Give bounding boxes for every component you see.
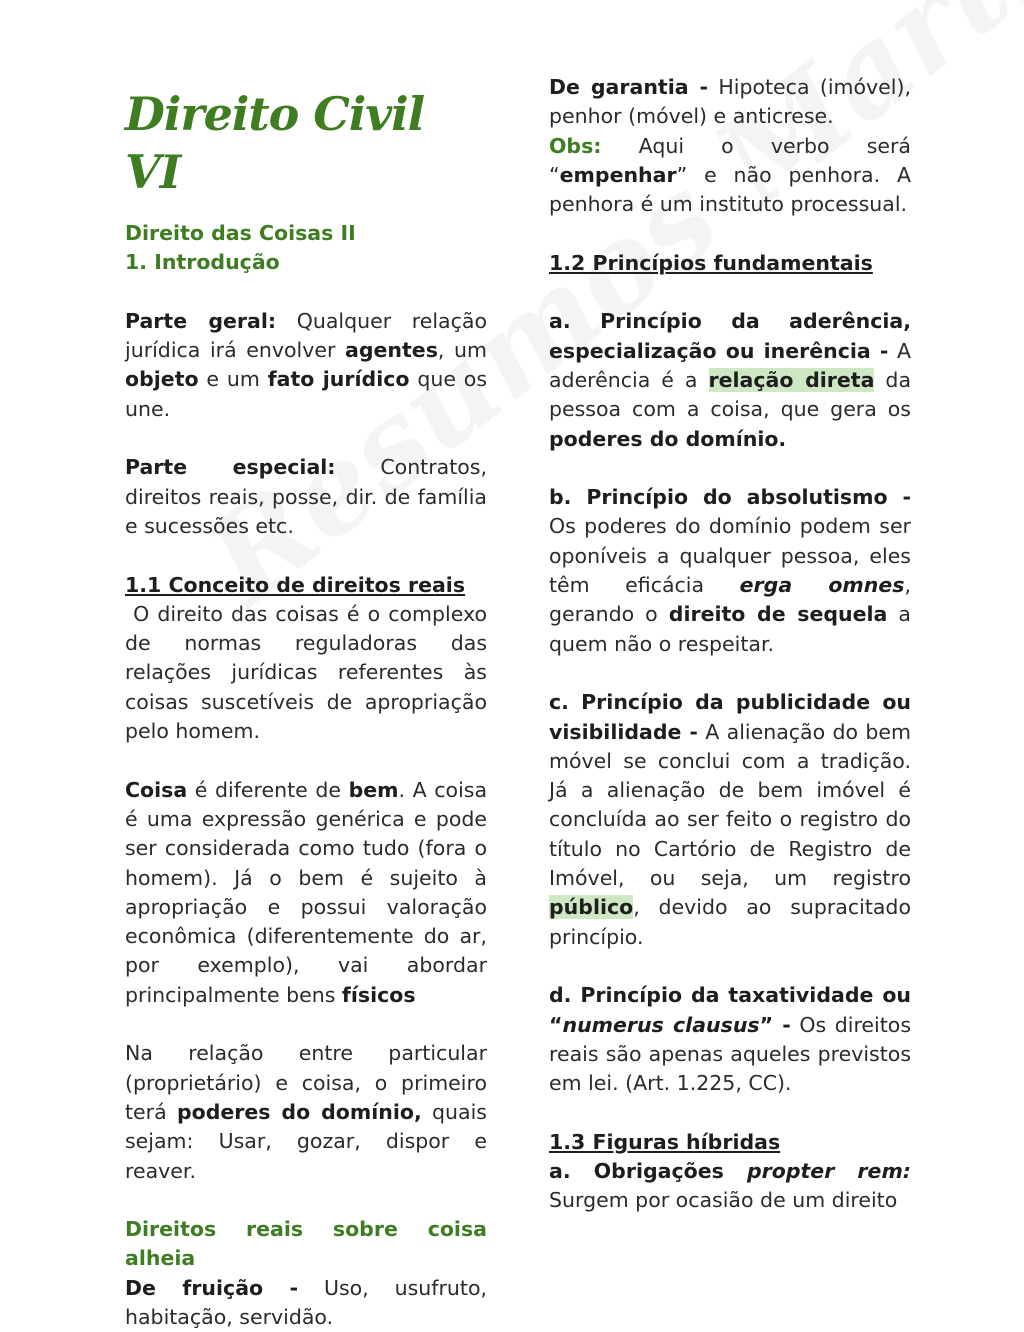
- heading-figuras-hibridas: 1.3 Figuras híbridas: [549, 1129, 781, 1154]
- section-introducao: 1. Introdução: [125, 250, 280, 275]
- page-title: Direito Civil VI: [125, 87, 425, 199]
- text: , um: [437, 338, 487, 363]
- italic-erga-omnes: erga omnes: [739, 573, 905, 598]
- text: Na relação entre particular (proprietário) e coisa, o primeiro terá: [125, 1041, 487, 1124]
- obs-label: Obs:: [549, 133, 602, 158]
- heading-coisa-alheia: Direitos reais sobre coisa alheia: [125, 1217, 487, 1271]
- bold-poderes-dominio: poderes do domínio.: [549, 426, 787, 451]
- text: , devido ao supracitado princípio.: [549, 895, 911, 949]
- propter-rem-label: a. Obrigações: [549, 1158, 747, 1183]
- heading-principios: 1.2 Princípios fundamentais: [549, 250, 873, 275]
- subtitle: Direito das Coisas II: [125, 221, 356, 245]
- text: Os direitos reais são apenas aqueles previstos em lei. (Art. 1.225, CC).: [549, 1012, 912, 1096]
- text: Qualquer relação jurídica irá envolver: [125, 308, 487, 363]
- text: Aqui o verbo será “: [549, 133, 911, 187]
- bold-poderes: poderes do domínio,: [176, 1099, 422, 1124]
- principio-d: [549, 981, 911, 1098]
- principio-b-label: b. Princípio do absolutismo -: [549, 485, 911, 510]
- principio-d-label-end: ” -: [759, 1012, 791, 1037]
- principio-b: [549, 483, 911, 659]
- right-column: [549, 73, 911, 1216]
- garantia-label: De garantia -: [549, 75, 709, 99]
- parte-geral-label: Parte geral:: [125, 308, 277, 333]
- heading-conceito: 1.1 Conceito de direitos reais: [125, 572, 466, 597]
- bold-direito-sequela: direito de sequela: [668, 602, 888, 627]
- text: Uso, usufruto, habitação, servidão.: [125, 1275, 487, 1329]
- bold-agentes: agentes: [344, 338, 438, 363]
- text: A alienação do bem móvel se conclui com a tradição. Já a alienação de bem imóvel é concluída ao ser feito o registro do título no Cartório de Registro de Imóvel, ou seja, um registro: [549, 719, 911, 891]
- left-column: [125, 85, 487, 1332]
- text: ” e não penhora. A penhora é um instituto processual.: [549, 162, 911, 217]
- text: que os une.: [125, 367, 488, 421]
- text: Hipoteca (imóvel), penhor (móvel) e anticrese.: [549, 75, 911, 129]
- paragraph-coisa: [125, 776, 487, 1010]
- text: da pessoa com a coisa, que gera os: [549, 367, 912, 422]
- text: quais sejam: Usar, gozar, dispor e reaver.: [125, 1099, 487, 1183]
- principio-d-label: d. Princípio da taxatividade ou “: [549, 983, 911, 1037]
- bold-fato-juridico: fato jurídico: [267, 367, 410, 392]
- principio-c-label: c. Princípio da publicidade ou visibilidade -: [549, 690, 911, 744]
- text: A aderência é a: [549, 338, 911, 392]
- parte-especial-label: Parte especial:: [125, 455, 336, 480]
- text: Os poderes do domínio podem ser oponíveis a qualquer pessoa, eles têm eficácia: [549, 514, 911, 598]
- text: . A coisa é uma expressão genérica e pode ser considerada como tudo (fora o homem). Já o bem é sujeito à apropriação e possui valoração econômica (diferentemente do ar, por exemplo), vai abordar principalmente bens: [125, 777, 488, 1007]
- text: a quem não o respeitar.: [549, 602, 911, 656]
- paragraph-obs: [549, 132, 911, 220]
- text: e um: [198, 367, 268, 392]
- bold-coisa: Coisa: [125, 777, 188, 802]
- text: O direito das coisas é o complexo de normas reguladoras das relações jurídicas referentes às coisas suscetíveis de apropriação pelo homem.: [125, 601, 487, 744]
- text: é diferente de: [187, 777, 349, 802]
- paragraph-propter-rem: [549, 1157, 911, 1216]
- bold-objeto: objeto: [125, 367, 199, 392]
- paragraph-conceito: [125, 600, 487, 746]
- principio-a-label: a. Princípio da aderência, especialização ou inerência -: [549, 309, 911, 363]
- principio-c: [549, 688, 911, 952]
- highlight-relacao-direta: relação direta: [708, 367, 875, 392]
- bold-fisicos: físicos: [341, 982, 416, 1007]
- paragraph-relacao: [125, 1039, 487, 1185]
- bold-empenhar: empenhar: [559, 162, 677, 187]
- text: Contratos, direitos reais, posse, dir. de família e sucessões etc.: [125, 455, 487, 538]
- principio-a: [549, 307, 911, 453]
- highlight-publico: público: [549, 895, 634, 920]
- paragraph-fruicao: [125, 1274, 487, 1332]
- paragraph-garantia: [549, 73, 911, 132]
- italic-propter-rem: propter rem:: [746, 1158, 911, 1183]
- paragraph-parte-geral: [125, 307, 487, 424]
- text: , gerando o: [549, 573, 911, 627]
- paragraph-parte-especial: [125, 453, 487, 541]
- text: Surgem por ocasião de um direito: [549, 1188, 898, 1213]
- bold-bem: bem: [348, 777, 399, 802]
- fruicao-label: De fruição -: [125, 1275, 299, 1300]
- italic-numerus-clausus: numerus clausus: [562, 1012, 760, 1037]
